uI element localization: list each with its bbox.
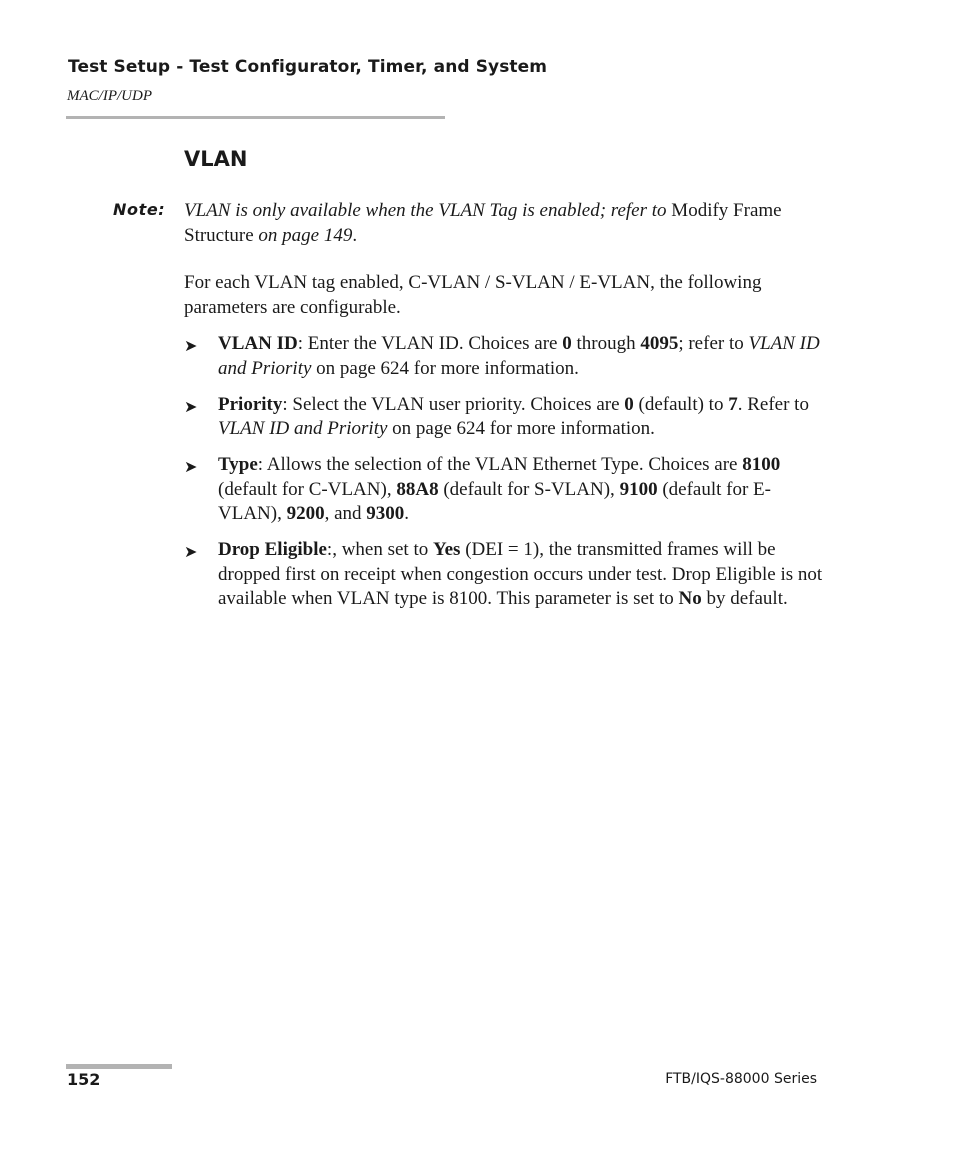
bullet-value: No [678, 588, 702, 609]
bullet-value: 7 [728, 393, 738, 415]
list-item-vlan-id [184, 332, 824, 381]
bullet-value: 9300 [366, 503, 405, 524]
bullet-value: Yes [433, 539, 461, 560]
arrow-bullet-icon: ➤ [184, 396, 198, 416]
bullet-text: ; refer to [678, 333, 749, 354]
bullet-text: (default) to [633, 393, 729, 415]
arrow-bullet-icon: ➤ [184, 542, 198, 561]
bullet-text: . [404, 503, 410, 524]
arrow-bullet-icon: ➤ [184, 457, 198, 476]
bullet-text: by default. [701, 588, 788, 609]
running-header-subtitle: MAC/IP/UDP [67, 88, 152, 104]
bullet-text: (default for E-VLAN), [218, 478, 771, 524]
bullet-text: : Select the VLAN user priority. Choices are [282, 393, 625, 415]
bullet-text: (DEI = 1), the transmitted frames will be dropped first on receipt when congestion occurs under test. Drop Eligible is not available when VLAN type is 8100. This parameter is set to [218, 539, 823, 609]
footer-rule [66, 1064, 172, 1069]
bullet-value: 8100 [742, 454, 781, 475]
note-text [184, 199, 824, 248]
bullet-value: 88A8 [396, 478, 439, 500]
bullet-text: (default for S-VLAN), [438, 478, 620, 500]
note-label: Note: [113, 200, 166, 219]
note-text-end: . [352, 224, 358, 246]
running-header-title: Test Setup - Test Configurator, Timer, and System [68, 57, 548, 77]
bullet-text: on page 624 for more information. [311, 357, 579, 379]
bullet-text: (default for C-VLAN), [218, 478, 397, 500]
header-rule [66, 116, 445, 119]
bullet-term: Type [218, 454, 258, 475]
arrow-bullet-icon: ➤ [184, 336, 198, 355]
bullet-value: 0 [562, 333, 572, 354]
bullet-text: through [571, 333, 641, 354]
bullet-text: , and [324, 503, 367, 524]
footer-product-name: FTB/IQS-88000 Series [665, 1071, 817, 1087]
note-link[interactable]: Modify Frame Structure [184, 200, 782, 246]
note-text-part-2: on page 149 [253, 224, 353, 246]
list-item-type [184, 453, 824, 527]
bullet-term: VLAN ID [218, 333, 298, 354]
bullet-value: 0 [624, 393, 634, 415]
list-item-priority [184, 393, 824, 442]
note-text-part-1: VLAN is only available when the VLAN Tag is enabled; refer to [184, 200, 672, 221]
bullet-value: 9200 [286, 503, 325, 524]
bullet-text: : Enter the VLAN ID. Choices are [297, 333, 563, 354]
bullet-value: 9100 [619, 478, 658, 500]
bullet-value: 4095 [640, 333, 679, 354]
bullet-term: Priority [218, 393, 283, 415]
bullet-term: Drop Eligible [218, 539, 327, 560]
bullet-text: :, when set to [326, 539, 433, 560]
parameter-list [184, 332, 824, 623]
cross-reference-link[interactable]: VLAN ID and Priority [218, 418, 388, 439]
list-item-drop-eligible [184, 538, 824, 612]
bullet-text: . Refer to [737, 393, 809, 415]
page-number: 152 [67, 1070, 101, 1089]
section-heading: VLAN [184, 147, 248, 171]
bullet-text: : Allows the selection of the VLAN Ethernet Type. Choices are [257, 454, 743, 475]
intro-paragraph: For each VLAN tag enabled, C-VLAN / S-VLAN / E-VLAN, the following parameters are configurable. [184, 272, 762, 318]
bullet-text: on page 624 for more information. [387, 418, 655, 439]
cross-reference-link[interactable]: VLAN ID and Priority [218, 333, 820, 379]
